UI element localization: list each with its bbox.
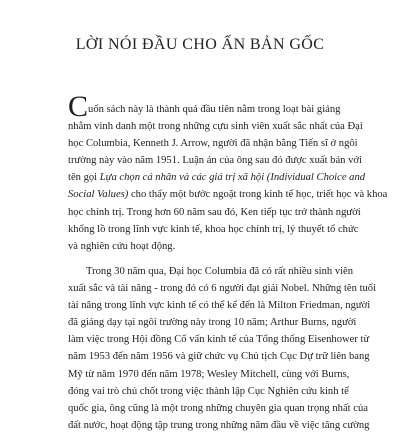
paragraph-2 bbox=[68, 263, 377, 434]
paragraph-line: quốc gia, ông cũng là một trong những chuyên gia quan trọng nhất của bbox=[68, 402, 368, 414]
paragraph-line: đóng vai trò chủ chốt trong việc thành lập Cục Nghiên cứu kinh tế bbox=[68, 385, 349, 397]
paragraph-line: học Columbia, Kenneth J. Arrow, người đã nhận bằng Tiến sĩ ở ngôi bbox=[68, 138, 358, 150]
paragraph-line: tên gọi Lựa chọn cá nhân và các giá trị xã hội (Individual Choice and bbox=[68, 172, 366, 184]
paragraph-line: Trong 30 năm qua, Đại học Columbia đã có rất nhiều sinh viên bbox=[86, 266, 354, 277]
chapter-title: LỜI NÓI ĐẦU CHO ẤN BẢN GỐC bbox=[75, 36, 325, 53]
paragraph-line: làm việc trong Hội đồng Cố vấn kinh tế của Tổng thống Eisenhower từ bbox=[68, 334, 370, 346]
paragraph-line: tài năng trong lĩnh vực kinh tế có thể kể đến là Milton Friedman, người bbox=[68, 300, 371, 312]
paragraph-line: và nghiên cứu hoạt động. bbox=[68, 240, 176, 252]
paragraph-line: đã giảng dạy tại ngôi trường này trong 10 năm; Arthur Burns, người bbox=[68, 317, 357, 329]
paragraph-line: Social Values) cho thấy một bước ngoặt trong kinh tế học, triết học và khoa bbox=[68, 189, 388, 201]
paragraph-1 bbox=[68, 90, 388, 255]
paragraph-line: Cuốn sách này là thành quả đầu tiên nằm trong loạt bài giảng bbox=[68, 90, 341, 123]
paragraph-line: năm 1953 đến năm 1956 và giữ chức vụ Chủ tịch Cục Dự trữ liên bang bbox=[68, 351, 370, 363]
paragraph-line: xuất sắc và tài năng - trong đó có 6 người đạt giải Nobel. Những tên tuổi bbox=[68, 283, 377, 295]
paragraph-line: đất nước, hoạt động tập trung trong những năm đầu về việc tăng cường bbox=[68, 419, 370, 431]
paragraph-line: khổng lồ trong lĩnh vực kinh tế, khoa học chính trị, lý thuyết tổ chức bbox=[68, 223, 359, 235]
paragraph-line: trường này vào năm 1951. Luận án của ông sau đó được xuất bản với bbox=[68, 155, 362, 167]
paragraph-line: Mỹ từ năm 1970 đến năm 1978; Wesley Mitchell, cùng với Burns, bbox=[68, 368, 350, 380]
paragraph-line: nhằm vinh danh một trong những cựu sinh viên xuất sắc nhất của Đại bbox=[68, 121, 363, 133]
book-title-italic: Social Values) bbox=[68, 189, 129, 201]
drop-cap: C bbox=[68, 90, 89, 123]
paragraph-line: học chính trị. Trong hơn 60 năm sau đó, Ken tiếp tục trở thành người bbox=[68, 206, 361, 218]
book-title-italic: Lựa chọn cá nhân và các giá trị xã hội (Individual Choice and bbox=[99, 172, 366, 184]
